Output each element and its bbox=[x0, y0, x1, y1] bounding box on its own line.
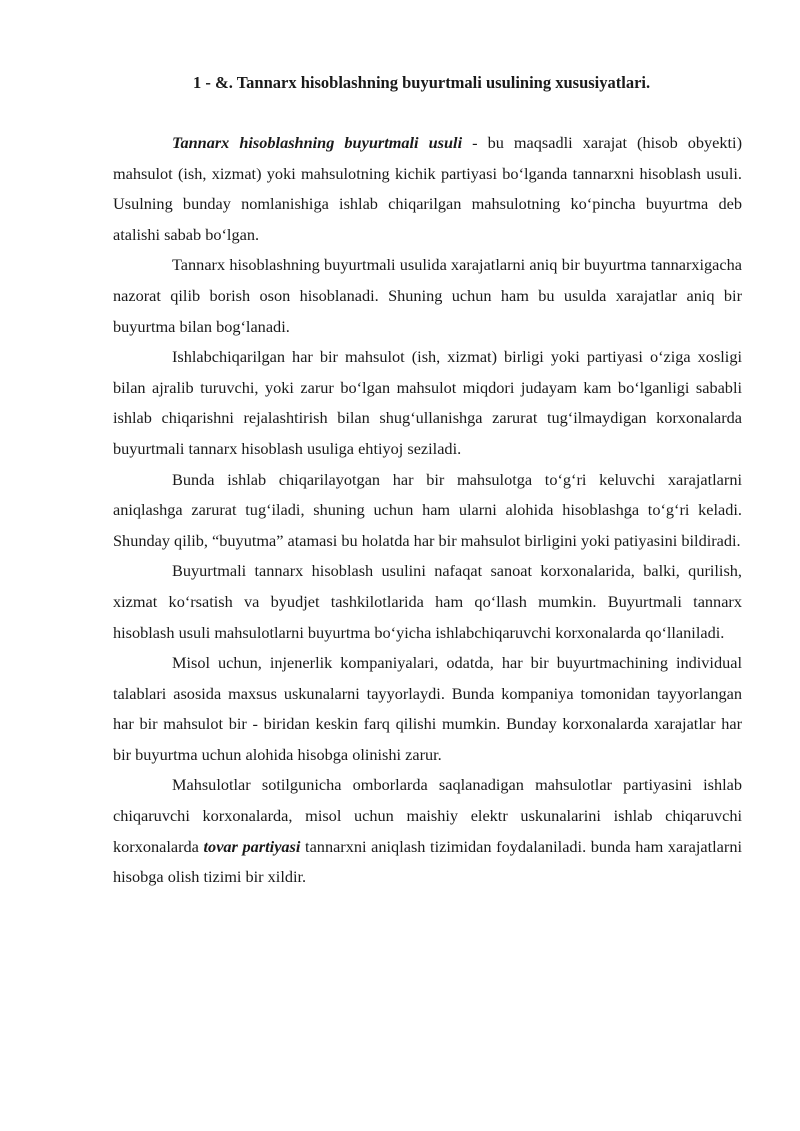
paragraph-6: Misol uchun, injenerlik kompaniyalari, odatda, har bir buyurtmachining individual talablari asosida maxsus uskunalarni tayyorlaydi. Bunda kompaniya tomonidan tayyorlangan har bir mahsulot bir - biridan keskin farq qilishi mumkin. Bunday korxonalarda xarajatlar har bir buyurtma uchun alohida hisobga olinishi zarur. bbox=[113, 653, 742, 764]
paragraph-4: Bunda ishlab chiqarilayotgan har bir mahsulotga to‘g‘ri keluvchi xarajatlarni aniqlashga zarurat tug‘iladi, shuning uchun ham ularni alohida hisoblashga to‘g‘ri keladi. Shunday qilib, “buyutma” atamasi bu holatda har bir mahsulot birligini yoki patiyasini bildiradi. bbox=[113, 469, 742, 550]
paragraph-1-text: - bu maqsadli xarajat (hisob obyekti) mahsulot (ish, xizmat) yoki mahsulotning kichik partiyasi bo‘lganda tannarxni hisoblash usuli. Usulning bunday nomlanishiga ishlab chiqarilgan mahsulotning ko‘pincha buyurtma deb atalishi sabab bo‘lgan. bbox=[113, 133, 743, 244]
paragraph-5: Buyurtmali tannarx hisoblash usulini nafaqat sanoat korxonalarida, balki, qurilish, xizmat ko‘rsatish va byudjet tashkilotlarida ham qo‘llash mumkin. Buyurtmali tannarx hisoblash usuli mahsulotlarni buyurtma bo‘yicha ishlabchiqaruvchi korxonalarda qo‘llaniladi. bbox=[113, 561, 742, 642]
paragraph-7-text-before: Mahsulotlar sotilgunicha omborlarda saqlanadigan mahsulotlar partiyasini ishlab chiqaruvchi korxonalarda, misol uchun maishiy elektr uskunalarini ishlab chiqaruvchi korxonalarda bbox=[113, 775, 742, 856]
emphasis-term: tovar partiyasi bbox=[203, 836, 301, 856]
paragraph-1 bbox=[113, 128, 742, 250]
paragraph-7-text-after: tannarxni aniqlash tizimidan foydalaniladi. bunda ham xarajatlarni hisobga olish tizimi bir xildir. bbox=[113, 836, 742, 887]
term-definition-lead: Tannarx hisoblashning buyurtmali usuli bbox=[172, 133, 463, 152]
paragraph-2: Tannarx hisoblashning buyurtmali usulida xarajatlarni aniq bir buyurtma tannarxigacha nazorat qilib borish oson hisoblanadi. Shuning uchun ham bu usulda xarajatlar aniq bir buyurtma bilan bog‘lanadi. bbox=[113, 255, 742, 336]
section-heading: 1 - &. Tannarx hisoblashning buyurtmali usulining xususiyatlari. bbox=[193, 73, 651, 92]
paragraph-3: Ishlabchiqarilgan har bir mahsulot (ish, xizmat) birligi yoki partiyasi o‘ziga xosligi bilan ajralib turuvchi, yoki zarur bo‘lgan mahsulot miqdori judayam kam bo‘lganligi sababli ishlab chiqarishni rejalashtirish bilan shug‘ullanishga zarurat tug‘ilmaydigan korxonalarda buyurtmali tannarx hisoblash usuliga ehtiyoj seziladi. bbox=[113, 347, 742, 458]
paragraph-7 bbox=[113, 770, 742, 892]
